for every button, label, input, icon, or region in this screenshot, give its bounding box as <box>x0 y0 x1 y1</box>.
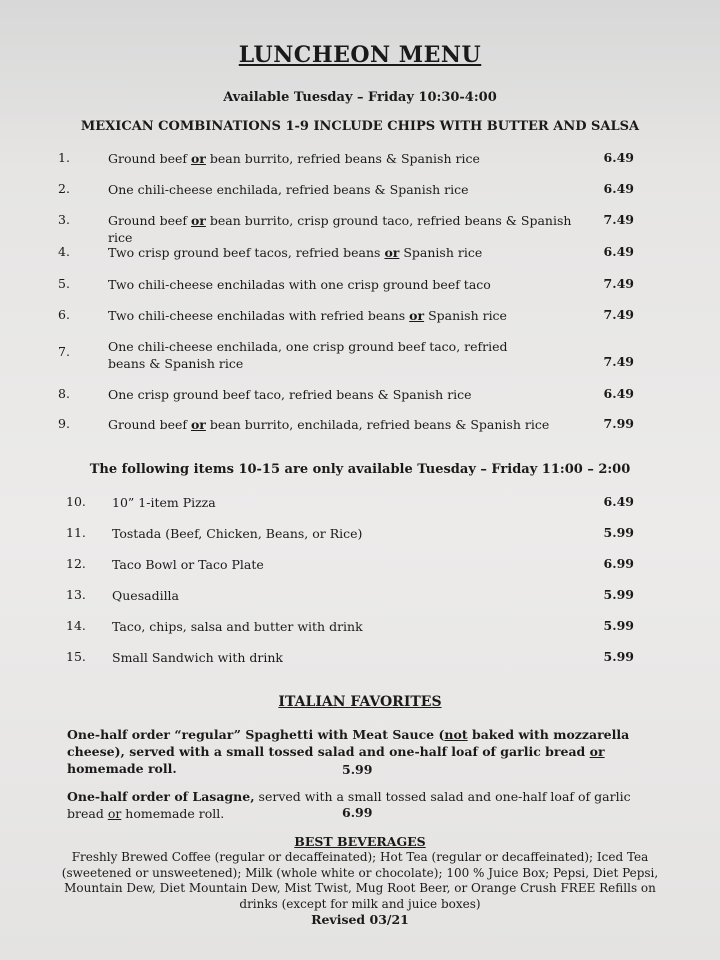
lasagne-price: 6.99 <box>342 805 373 820</box>
combo-description: Ground beef or bean burrito, crisp ground taco, refried beans & Spanish rice <box>108 213 572 245</box>
item-number: 11. <box>66 525 86 540</box>
combo-number: 3. <box>58 212 70 227</box>
beverages-text: Freshly Brewed Coffee (regular or decaffeinated); Hot Tea (regular or decaffeinated); Iced Tea (sweetened or unsweetened); Milk (whole white or chocolate); 100 % Juice Box; Pepsi, Diet Pepsi, Mountain Dew, Diet Mountain Dew, Mist Twist, Mug Root Beer, or Orange Crush FREE Refills on drinks (except for milk and juice boxes) <box>61 850 659 911</box>
combo-price: 6.49 <box>603 150 634 165</box>
combo-description: One crisp ground beef taco, refried beans & Spanish rice <box>108 387 472 402</box>
combo-description: Ground beef or bean burrito, enchilada, refried beans & Spanish rice <box>108 417 550 432</box>
mexican-header: MEXICAN COMBINATIONS 1-9 INCLUDE CHIPS WITH BUTTER AND SALSA <box>80 119 640 134</box>
combo-number: 5. <box>58 276 70 291</box>
combo-price: 7.49 <box>603 276 634 291</box>
item-number: 10. <box>66 494 86 509</box>
item-description: Taco Bowl or Taco Plate <box>112 557 264 572</box>
item-description: 10” 1-item Pizza <box>112 495 216 510</box>
item-number: 12. <box>66 556 86 571</box>
combo-number: 2. <box>58 181 70 196</box>
combo-description: One chili-cheese enchilada, one crisp ground beef taco, refried beans & Spanish rice <box>108 339 508 371</box>
revised-date: Revised 03/21 <box>311 912 409 927</box>
spaghetti-description: One-half order “regular” Spaghetti with Meat Sauce (not baked with mozzarella cheese), served with a small tossed salad and one-half loaf of garlic bread or homemade roll. <box>67 727 630 776</box>
item-description: Quesadilla <box>112 588 180 603</box>
item-number: 15. <box>66 649 86 664</box>
combo-price: 6.49 <box>603 181 634 196</box>
combo-number: 1. <box>58 150 70 165</box>
combo-price: 6.49 <box>603 386 634 401</box>
item-description: Small Sandwich with drink <box>112 650 283 665</box>
item-description: Tostada (Beef, Chicken, Beans, or Rice) <box>112 526 363 541</box>
combo-number: 9. <box>58 416 70 431</box>
item-number: 14. <box>66 618 86 633</box>
item-number: 13. <box>66 587 86 602</box>
item-price: 5.99 <box>603 587 634 602</box>
beverages-header: BEST BEVERAGES <box>294 834 426 849</box>
combo-description: Two chili-cheese enchiladas with one crisp ground beef taco <box>108 277 491 292</box>
item-price: 5.99 <box>603 649 634 664</box>
combo-price: 7.49 <box>603 354 634 369</box>
combo-price: 7.99 <box>603 416 634 431</box>
combo-number: 4. <box>58 244 70 259</box>
combo-price: 7.49 <box>603 307 634 322</box>
combo-description: Ground beef or bean burrito, refried beans & Spanish rice <box>108 151 480 166</box>
combo-description: Two chili-cheese enchiladas with refried beans or Spanish rice <box>108 308 507 323</box>
combo-price: 7.49 <box>603 212 634 227</box>
combo-number: 8. <box>58 386 70 401</box>
combo-description: One chili-cheese enchilada, refried beans & Spanish rice <box>108 182 469 197</box>
items-10-15-header: The following items 10-15 are only available Tuesday – Friday 11:00 – 2:00 <box>89 462 631 477</box>
item-price: 6.99 <box>603 556 634 571</box>
item-description: Taco, chips, salsa and butter with drink <box>112 619 363 634</box>
item-price: 6.49 <box>603 494 634 509</box>
lasagne-description: One-half order of Lasagne, served with a small tossed salad and one-half loaf of garlic bread or homemade roll. <box>67 789 631 821</box>
availability-text: Available Tuesday – Friday 10:30-4:00 <box>223 90 497 105</box>
item-price: 5.99 <box>603 618 634 633</box>
italian-header: ITALIAN FAVORITES <box>278 694 442 710</box>
combo-number: 6. <box>58 307 70 322</box>
combo-price: 6.49 <box>603 244 634 259</box>
combo-description: Two crisp ground beef tacos, refried beans or Spanish rice <box>108 245 483 260</box>
menu-title: LUNCHEON MENU <box>238 42 482 68</box>
item-price: 5.99 <box>603 525 634 540</box>
spaghetti-price: 5.99 <box>342 762 373 777</box>
combo-number: 7. <box>58 344 70 359</box>
